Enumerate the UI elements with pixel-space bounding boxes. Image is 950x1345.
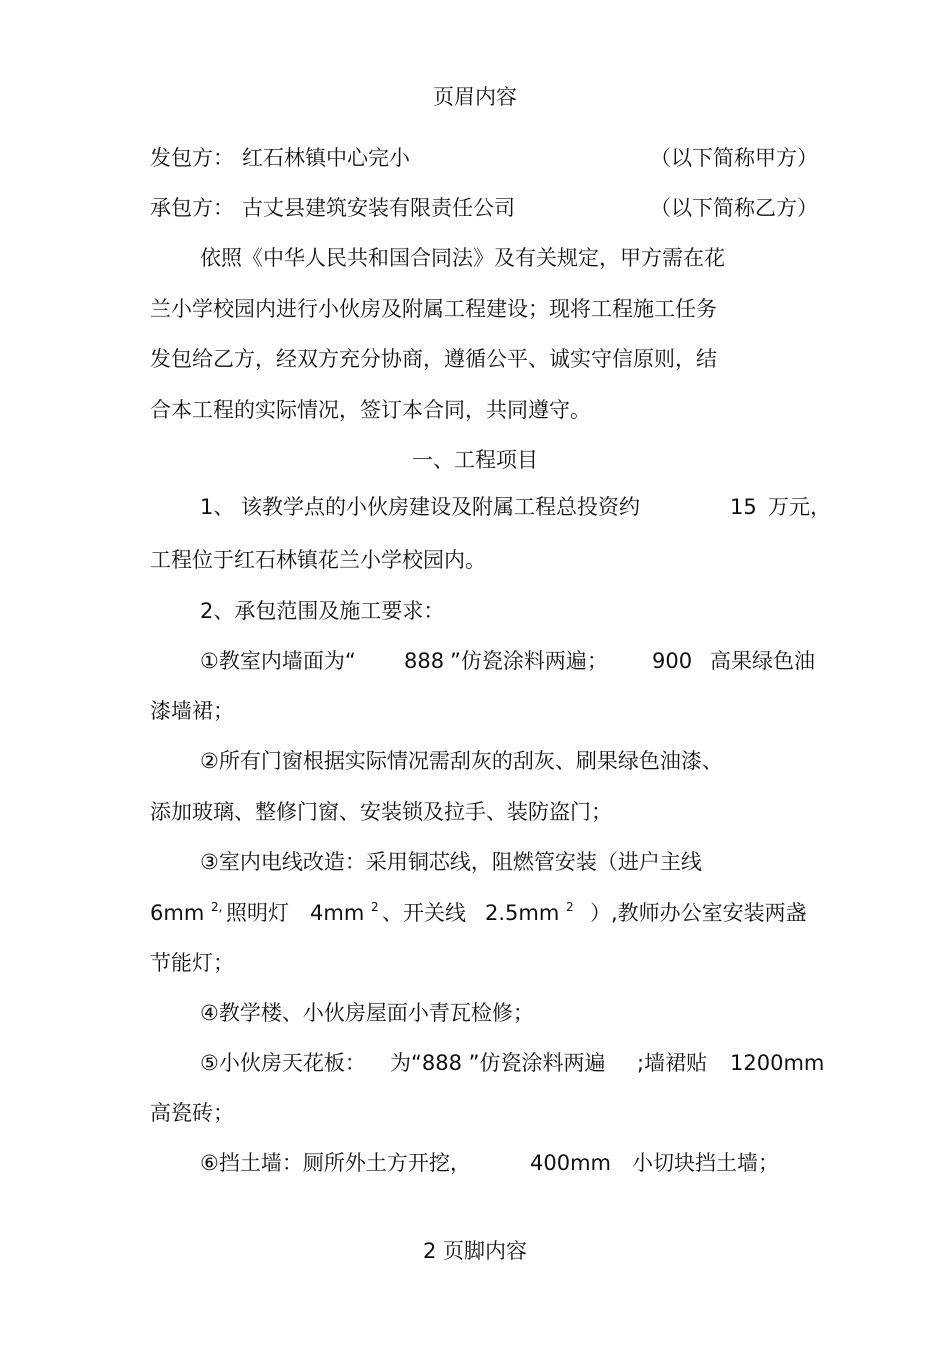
switch-label: 、开关线 (382, 901, 466, 925)
req-6-text: ⑥挡土墙：厕所外土方开挖， (200, 1151, 471, 1175)
item-1-text: 1、 该教学点的小伙房建设及附属工程总投资约 (200, 495, 641, 519)
req-3-text: ）,教师办公室安装两盏 (590, 901, 807, 925)
wainscot-height: 900 (652, 649, 693, 673)
paint-code: 888 (404, 649, 445, 673)
investment-amount: 15 (730, 495, 757, 519)
lighting-label: 照明灯 (226, 901, 289, 925)
contractor-name: 古丈县建筑安装有限责任公司 (242, 196, 515, 220)
issuer-alias: （以下简称甲方） (650, 146, 818, 170)
req-5-text: 为“888 ”仿瓷涂料两遍 (390, 1051, 606, 1075)
req-3-text: 节能灯； (150, 951, 234, 975)
req-1-text: ①教室内墙面为“ (200, 649, 356, 673)
req-5-text: 高瓷砖； (150, 1101, 234, 1125)
req-4-text: ④教学楼、小伙房屋面小青瓦检修； (200, 1001, 534, 1025)
intro-text: 发包给乙方，经双方充分协商，遵循公平、诚实守信原则，结 (150, 347, 717, 371)
intro-text: 合本工程的实际情况，签订本合同，共同遵守。 (150, 398, 591, 422)
intro-text: 依照《中华人民共和国合同法》及有关规定，甲方需在花 (200, 246, 725, 270)
req-2-text: 添加玻璃、整修门窗、安装锁及拉手、装防盗门； (150, 800, 612, 824)
req-1-text: 漆墙裙； (150, 699, 234, 723)
header-text: 页眉内容 (433, 85, 517, 109)
page-number: 2 (422, 1239, 437, 1263)
item-2-text: 2、承包范围及施工要求： (200, 599, 445, 623)
req-6-text: 小切块挡土墙； (632, 1151, 779, 1175)
switch-wire-spec: 2.5mm $^2$ (485, 900, 574, 925)
section-title-text: 一、工程项目 (412, 448, 538, 472)
footer-text: 页脚内容 (443, 1239, 528, 1263)
req-1-text: ”仿瓷涂料两遍； (450, 649, 608, 673)
main-wire-spec: 6mm $^{2,}$ (150, 900, 223, 925)
lighting-wire-spec: 4mm $^2$ (310, 900, 379, 925)
section-title (0, 445, 950, 475)
investment-unit: 万元， (768, 495, 831, 519)
issuer-name: 红石林镇中心完小 (242, 146, 410, 170)
req-2-text: ②所有门窗根据实际情况需刮灰的刮灰、刷果绿色油漆、 (200, 749, 723, 773)
page-header (0, 82, 950, 112)
req-5-text: ⑤小伙房天花板： (200, 1051, 366, 1075)
req-5-text: ;墙裙贴 (637, 1051, 708, 1075)
item-1-location: 工程位于红石林镇花兰小学校园内。 (150, 548, 486, 572)
intro-text: 兰小学校园内进行小伙房及附属工程建设；现将工程施工任务 (150, 297, 717, 321)
req-3-text: ③室内电线改造：采用铜芯线，阻燃管安装（进户主线 (200, 850, 702, 874)
contractor-alias: （以下简称乙方） (650, 196, 818, 220)
tile-height: 1200mm (730, 1051, 825, 1075)
req-1-text: 高果绿色油 (710, 649, 815, 673)
issuer-label: 发包方： (150, 146, 234, 170)
wall-size: 400mm (530, 1151, 611, 1175)
contractor-label: 承包方： (150, 196, 234, 220)
page-footer (0, 1236, 950, 1266)
